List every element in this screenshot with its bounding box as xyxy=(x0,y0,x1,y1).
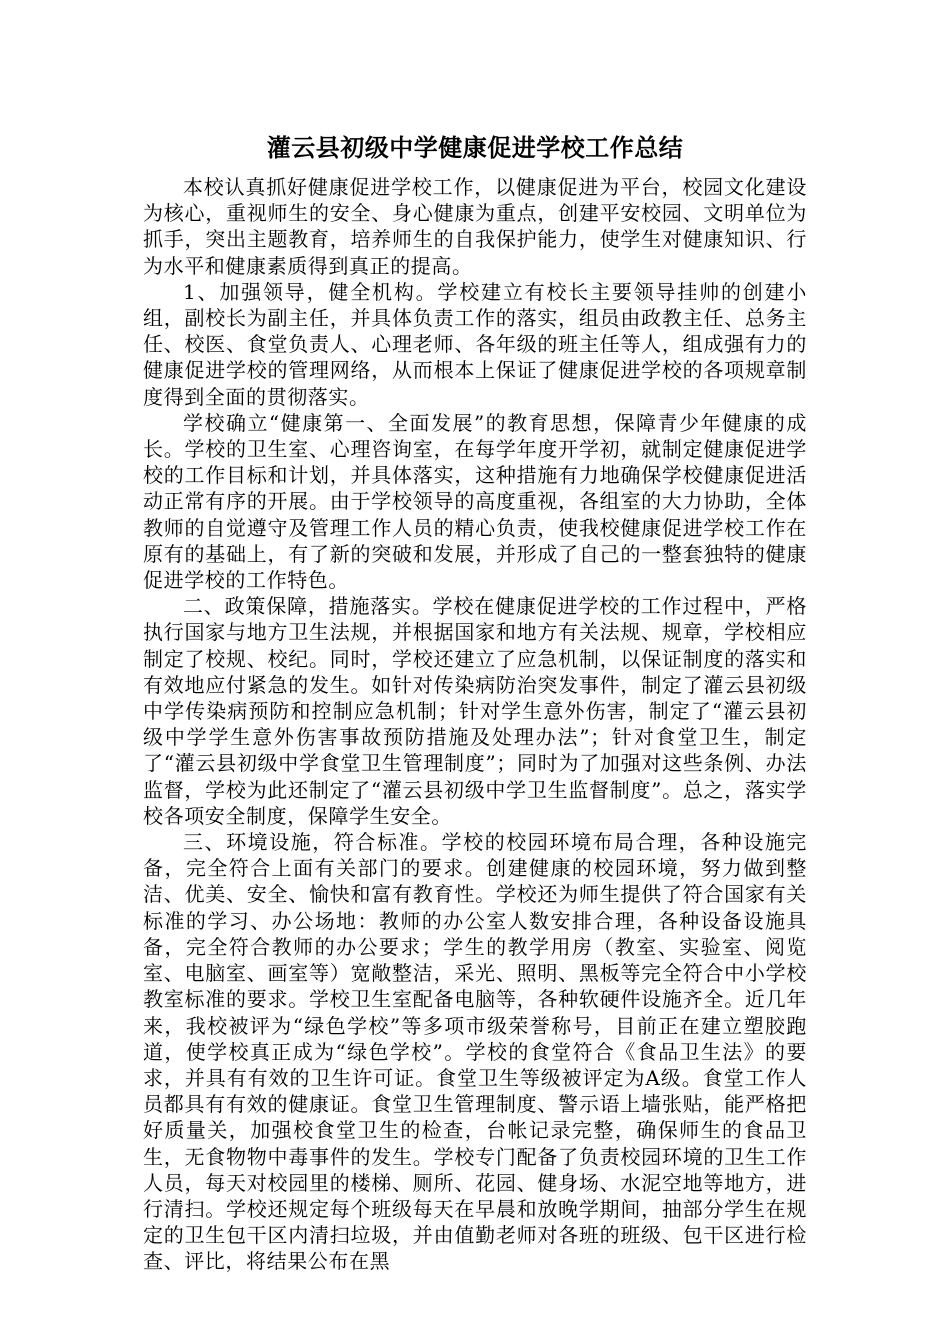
paragraph-health-first: 学校确立“健康第一、全面发展”的教育思想，保障青少年健康的成长。学校的卫生室、心理咨询室，在每学年度开学初，就制定健康促进学校的工作目标和计划，并具体落实，这种措施有力地确保学校健康促进活动正常有序的开展。由于学校领导的高度重视，各组室的大力协助，全体教师的自觉遵守及管理工作人员的精心负责，使我校健康促进学校工作在原有的基础上，有了新的突破和发展，并形成了自己的一整套独特的健康促进学校的工作特色。 xyxy=(143,410,807,593)
paragraph-intro: 本校认真抓好健康促进学校工作，以健康促进为平台，校园文化建设为核心，重视师生的安全、身心健康为重点，创建平安校园、文明单位为抓手，突出主题教育，培养师生的自我保护能力，使学生对健康知识、行为水平和健康素质得到真正的提高。 xyxy=(143,175,807,278)
paragraph-leadership: 1、加强领导，健全机构。学校建立有校长主要领导挂帅的创建小组，副校长为副主任，并具体负责工作的落实，组员由政教主任、总务主任、校医、食堂负责人、心理老师、各年级的班主任等人，组成强有力的健康促进学校的管理网络，从而根本上保证了健康促进学校的各项规章制度得到全面的贯彻落实。 xyxy=(143,279,807,409)
paragraph-environment: 三、环境设施，符合标准。学校的校园环境布局合理，各种设施完备，完全符合上面有关部门的要求。创建健康的校园环境，努力做到整洁、优美、安全、愉快和富有教育性。学校还为师生提供了符合国家有关标准的学习、办公场地：教师的办公室人数安排合理，各种设备设施具备，完全符合教师的办公要求；学生的教学用房（教室、实验室、阅览室、电脑室、画室等）宽敞整洁，采光、照明、黑板等完全符合中小学校教室标准的要求。学校卫生室配备电脑等，各种软硬件设施齐全。近几年来，我校被评为“绿色学校”等多项市级荣誉称号，目前正在建立塑胶跑道，使学校真正成为“绿色学校”。学校的食堂符合《食品卫生法》的要求，并具有有效的卫生许可证。食堂卫生等级被评定为A级。食堂工作人员都具有有效的健康证。食堂卫生管理制度、警示语上墙张贴，能严格把好质量关，加强校食堂卫生的检查，台帐记录完整，确保师生的食品卫生，无食物物中毒事件的发生。学校专门配备了负责校园环境的卫生工作人员，每天对校园里的楼梯、厕所、花园、健身场、水泥空地等地方，进行清扫。学校还规定每个班级每天在早晨和放晚学期间，抽部分学生在规定的卫生包干区内清扫垃圾，并由值勤老师对各班的班级、包干区进行检查、评比，将结果公布在黑 xyxy=(143,830,807,1274)
document-body xyxy=(143,174,807,1275)
paragraph-policy: 二、政策保障，措施落实。学校在健康促进学校的工作过程中，严格执行国家与地方卫生法规，并根据国家和地方有关法规、规章，学校相应制定了校规、校纪。同时，学校还建立了应急机制，以保证制度的落实和有效地应付紧急的发生。如针对传染病防治突发事件，制定了灌云县初级中学传染病预防和控制应急机制；针对学生意外伤害，制定了“灌云县初级中学学生意外伤害事故预防措施及处理办法”；针对食堂卫生，制定了“灌云县初级中学食堂卫生管理制度”；同时为了加强对这些条例、办法监督，学校为此还制定了“灌云县初级中学卫生监督制度”。总之，落实学校各项安全制度，保障学生安全。 xyxy=(143,594,807,828)
document-title: 灌云县初级中学健康促进学校工作总结 xyxy=(266,134,684,162)
